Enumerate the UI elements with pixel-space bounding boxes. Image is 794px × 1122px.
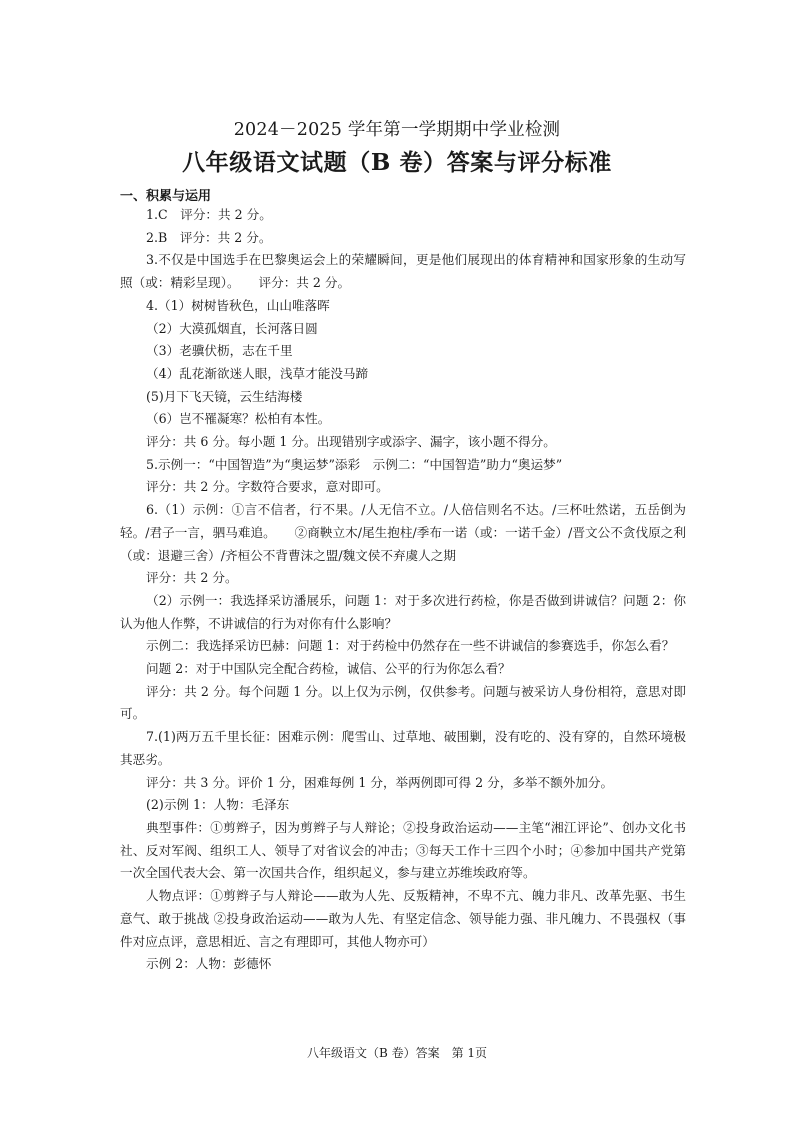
scoring-q6-1: 评分：共 2 分。 bbox=[146, 570, 238, 586]
answer-q7-2-comments: 人物点评：①剪辫子与人辩论——敢为人先、反叛精神，不卑不亢、魄力非凡、改革先驱、书生意气、敢于挑战 ②投身政治运动——敢为人先、有坚定信念、领导能力强、非凡魄力、不畏强权（事件对应点评，意思相近、言之有理即可，其他人物亦可） bbox=[120, 888, 686, 949]
answer-q6-2-example2: 示例二：我选择采访巴赫：问题 1：对于药检中仍然存在一些不讲诚信的参赛选手，你怎么看？ bbox=[146, 638, 675, 654]
answer-q4-4: （4）乱花渐欲迷人眼，浅草才能没马蹄 bbox=[146, 365, 369, 381]
answer-content bbox=[120, 204, 686, 976]
answer-q6-1: 6.（1）示例：①言不信者，行不果。/人无信不立。/人倍信则名不达。/三杯吐然诺，五岳倒为轻。/君子一言，驷马难追。 ②商鞅立木/尾生抱柱/季布一诺（或：一诺千金）/晋文公不贪伐原之利（或：退避三舍）/齐桓公不背曹沫之盟/魏文侯不弃虞人之期 bbox=[120, 502, 686, 563]
answer-q7-2-example2: 示例 2：人物：彭德怀 bbox=[146, 956, 272, 972]
scoring-q6-2: 评分：共 2 分。每个问题 1 分。以上仅为示例，仅供参考。问题与被采访人身份相符，意思对即可。 bbox=[120, 683, 686, 722]
answer-q4-5: (5)月下飞天镜，云生结海楼 bbox=[146, 388, 303, 404]
section-heading-accumulation: 一、积累与运用 bbox=[120, 189, 212, 204]
answer-q2: 2.B 评分：共 2 分。 bbox=[146, 229, 272, 245]
scoring-q4: 评分：共 6 分。每小题 1 分。出现错别字或添字、漏字，该小题不得分。 bbox=[146, 434, 556, 450]
answer-q4-2: （2）大漠孤烟直，长河落日圆 bbox=[146, 320, 318, 336]
answer-q4-3: （3）老骥伏枥，志在千里 bbox=[146, 343, 293, 359]
answer-q5: 5.示例一：“中国智造”为“奥运梦”添彩 示例二：“中国智造”助力“奥运梦” bbox=[146, 456, 563, 472]
answer-q7-2-example1: (2)示例 1：人物：毛泽东 bbox=[146, 797, 290, 813]
answer-q7-1: 7.(1)两万五千里长征：困难示例：爬雪山、过草地、破围剿，没有吃的、没有穿的，自然环境极其恶劣。 bbox=[120, 729, 686, 767]
scoring-q5: 评分：共 2 分。字数符合要求，意对即可。 bbox=[146, 479, 389, 495]
answer-q7-2-events: 典型事件：①剪辫子，因为剪辫子与人辩论；②投身政治运动——主笔“湘江评论”、创办文化书社、反对军阀、组织工人、领导了对省议会的冲击；③每天工作十三四个小时；④参加中国共产党第一次全国代表大会、第一次国共合作，组织起义，参与建立苏维埃政府等。 bbox=[120, 819, 686, 881]
exam-term-title: 2024－2025 学年第一学期期中学业检测 bbox=[233, 120, 561, 140]
answer-q1: 1.C 评分：共 2 分。 bbox=[146, 207, 272, 222]
answer-q3: 3.不仅是中国选手在巴黎奥运会上的荣耀瞬间，更是他们展现出的体育精神和国家形象的生动写照（或：精彩呈现）。 评分：共 2 分。 bbox=[120, 252, 686, 291]
exam-paper-title: 八年级语文试题（B 卷）答案与评分标准 bbox=[182, 149, 612, 176]
answer-q4-1: 4.（1）树树皆秋色，山山唯落晖 bbox=[146, 297, 330, 313]
scoring-q7-1: 评分：共 3 分。评价 1 分，困难每例 1 分，举两例即可得 2 分，多举不额外加分。 bbox=[146, 774, 614, 790]
answer-q6-2-question2: 问题 2：对于中国队完全配合药检，诚信、公平的行为你怎么看？ bbox=[146, 661, 511, 677]
answer-q6-2-example1: （2）示例一：我选择采访潘展乐，问题 1：对于多次进行药检，你是否做到讲诚信？问题 2：你认为他人作弊，不讲诚信的行为对你有什么影响？ bbox=[120, 592, 686, 631]
answer-q4-6: （6）岂不罹凝寒？松柏有本性。 bbox=[146, 411, 331, 427]
page-footer: 八年级语文（B 卷）答案 第 1页 bbox=[306, 1046, 488, 1060]
